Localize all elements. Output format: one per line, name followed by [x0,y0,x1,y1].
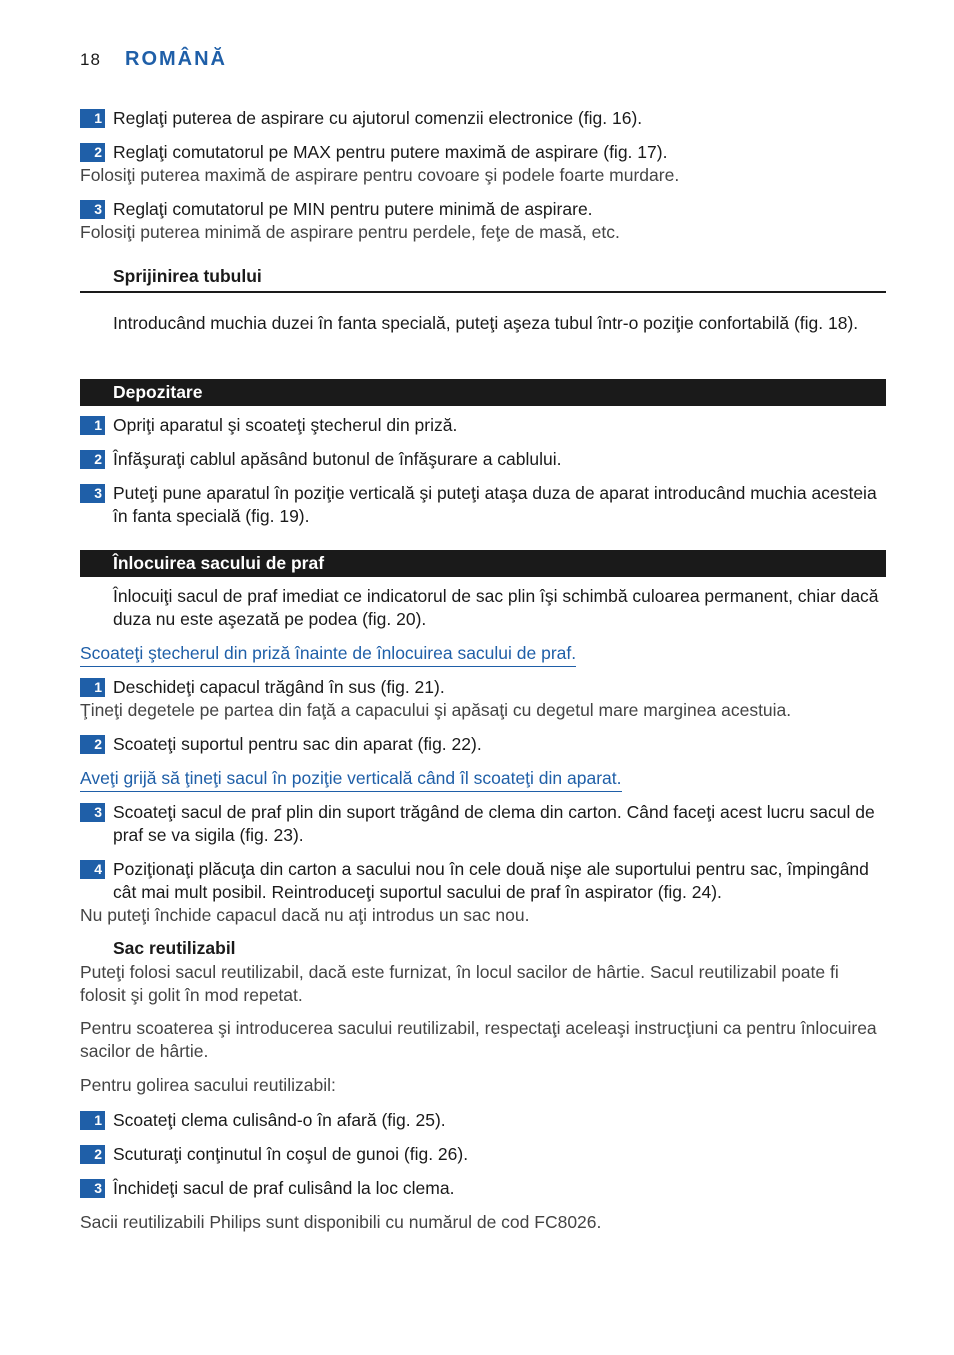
paragraph: Înlocuiţi sacul de praf imediat ce indicatorul de sac plin îşi schimbă culoarea permanent, chiar dacă duza nu este aşezată pe podea (fig. 20). [113,586,879,629]
step-item [80,414,886,437]
step-text: Reglaţi comutatorul pe MAX pentru putere maximă de aspirare (fig. 17). [113,142,668,162]
step-number-badge: 2 [80,735,105,754]
step-number-badge: 4 [80,860,105,879]
step-item [80,1109,886,1132]
step-item [80,801,886,847]
step-text: Scuturaţi conţinutul în coşul de gunoi (fig. 26). [113,1144,469,1164]
step-number-badge: 1 [80,109,105,128]
step-number-badge: 2 [80,450,105,469]
step-text: Scoateţi suportul pentru sac din aparat (fig. 22). [113,734,482,754]
step-text: Închideţi sacul de praf culisând la loc clema. [113,1178,455,1198]
step-number-badge: 1 [80,678,105,697]
page-number: 18 [80,50,101,69]
warning-text: Scoateţi ştecherul din priză înainte de înlocuirea sacului de praf. [80,642,576,667]
step-item [80,198,886,221]
step-item [80,448,886,471]
step-number-badge: 3 [80,803,105,822]
language-heading: ROMÂNĂ [125,48,227,70]
step-text: Scoateţi sacul de praf plin din suport trăgând de clema din carton. Când faceţi acest lucru sacul de praf se va sigila (fig. 23). [113,802,875,845]
step-text: Opriţi aparatul şi scoateţi ştecherul din priză. [113,415,458,435]
paragraph: Pentru golirea sacului reutilizabil: [80,1075,336,1095]
note-text: Nu puteţi închide capacul dacă nu aţi introdus un sac nou. [80,905,530,925]
step-number-badge: 3 [80,484,105,503]
warning-text: Aveţi grijă să ţineţi sacul în poziţie verticală când îl scoateţi din aparat. [80,767,622,792]
step-text: Deschideţi capacul trăgând în sus (fig. 21). [113,677,445,697]
step-number-badge: 1 [80,416,105,435]
section-heading-bar: Depozitare [80,379,886,406]
step-item [80,107,886,130]
step-item [80,1143,886,1166]
step-number-badge: 3 [80,200,105,219]
step-number-badge: 2 [80,1145,105,1164]
step-text: Scoateţi clema culisând-o în afară (fig. 25). [113,1110,446,1130]
step-text: Poziţionaţi plăcuţa din carton a sacului nou în cele două nişe ale suportului pentru sac, împingând cât mai mult posibil. Reintroduceţi suportul sacului de praf în aspirator (fig. 24). [113,859,869,902]
paragraph: Puteţi folosi sacul reutilizabil, dacă este furnizat, în locul sacilor de hârtie. Sacul reutilizabil poate fi folosit şi golit în mod repetat. [80,962,839,1005]
section-heading-bar: Înlocuirea sacului de praf [80,550,886,577]
paragraph: Introducând muchia duzei în fanta specială, puteţi aşeza tubul într-o poziţie confortabilă (fig. 18). [113,313,859,333]
step-number-badge: 3 [80,1179,105,1198]
section-subheading: Sprijinirea tubului [113,266,262,286]
step-text: Puteţi pune aparatul în poziţie verticală şi puteţi ataşa duza de aparat introducând muchia acesteia în fanta specială (fig. 19). [113,483,877,526]
section-divider [80,291,886,293]
step-item [80,141,886,164]
step-text: Reglaţi comutatorul pe MIN pentru putere minimă de aspirare. [113,199,593,219]
step-text: Reglaţi puterea de aspirare cu ajutorul comenzii electronice (fig. 16). [113,108,643,128]
paragraph: Pentru scoaterea şi introducerea sacului reutilizabil, respectaţi aceleaşi instrucţiuni ca pentru înlocuirea sacilor de hârtie. [80,1018,877,1061]
step-item [80,676,886,699]
note-text: Folosiţi puterea maximă de aspirare pentru covoare şi podele foarte murdare. [80,165,680,185]
step-item [80,858,886,904]
note-text: Ţineţi degetele pe partea din faţă a capacului şi apăsaţi cu degetul mare marginea acestuia. [80,700,792,720]
step-number-badge: 1 [80,1111,105,1130]
paragraph: Sacii reutilizabili Philips sunt disponibili cu numărul de cod FC8026. [80,1212,602,1232]
step-item [80,733,886,756]
step-text: Înfăşuraţi cablul apăsând butonul de înfăşurare a cablului. [113,449,562,469]
section-subheading: Sac reutilizabil [113,938,236,958]
note-text: Folosiţi puterea minimă de aspirare pentru perdele, feţe de masă, etc. [80,222,620,242]
step-item [80,482,886,528]
step-number-badge: 2 [80,143,105,162]
step-item [80,1177,886,1200]
